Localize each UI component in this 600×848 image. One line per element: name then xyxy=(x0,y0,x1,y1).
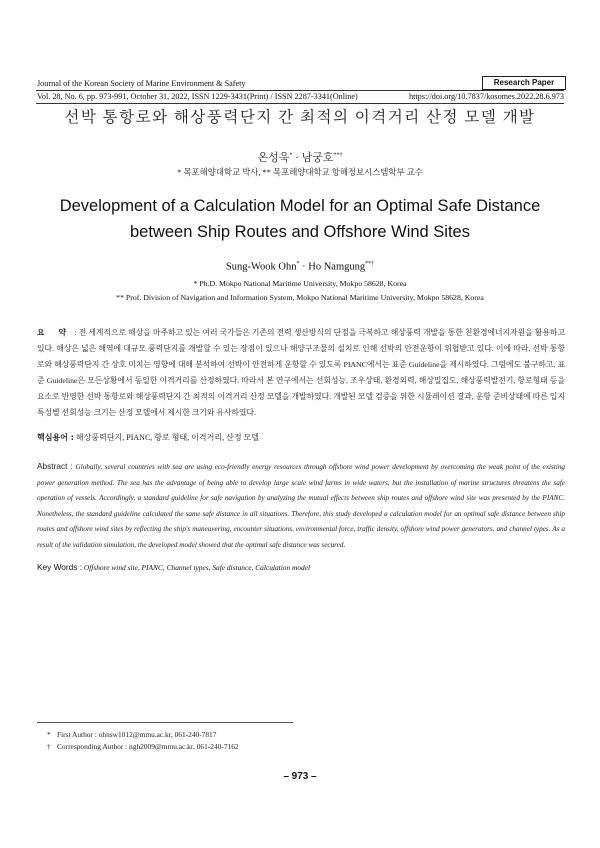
korean-keywords-text: 해상풍력단지, PIANC, 항로 형태, 이격거리, 산정 모델 xyxy=(75,433,260,442)
korean-author-2: 남궁호 xyxy=(301,152,334,164)
korean-author-2-mark: **† xyxy=(333,152,343,159)
english-author-separator: · xyxy=(299,261,309,273)
english-author-1: Sung-Wook Ohn xyxy=(225,261,297,273)
english-abstract-label: Abstract : xyxy=(37,461,73,471)
english-title-line-1: Development of a Calculation Model for an Optimal Safe Distance xyxy=(59,197,541,215)
article-type-badge: Research Paper xyxy=(482,76,566,90)
english-keywords-text: Offshore wind site, PIANC, Channel types, Safe distance, Calculation model xyxy=(83,563,311,572)
english-affiliation-2: ** Prof. Division of Navigation and Information System, Mokpo National Maritime University, Mokpo 58628, Korea xyxy=(116,293,484,302)
korean-keywords-label: 핵심용어 : xyxy=(37,433,74,442)
english-title-line-2: between Ship Routes and Offshore Wind Sites xyxy=(130,223,470,241)
footnote-first-mark: * xyxy=(47,730,51,739)
footnote-corr-text: Corresponding Author : ngh2009@mmu.ac.kr, 061-240-7162 xyxy=(57,742,239,751)
korean-abstract-text: 전 세계적으로 해상을 마주하고 있는 여러 국가들은 기존의 전력 생산방식의 단점을 극복하고 해상풍력 개발을 통한 친환경에너지자원을 활용하고 있다. 해상은 넓은 해역에 대규모 풍력단지를 개발할 수 있는 장점이 있으나 해양구조물의 설치로 인해 선박의 안전운항이 위협받고 있다. 이에 따라, 선박 통항로와 해상풍력단지 간 상호 미치는 영향에 대해 분석하여 선박이 안전하게 운항할 수 있도록 PIANC에서는 표준 Guideline을 제시하였다. 그럼에도 불구하고, 표준 Guideline은 모든상황에서 동일한 이격거리를 산정하였다. 따라서 본 연구에서는 선회성능, 조우상태, 환경외력, 해상밀집도, 해상풍력발전기, 항로형태 등을 요소로 반영한 선박 통항로와 해상풍력단지 간 최적의 이격거리 산정 모델을 개발하였다. 개발된 모델 검증을 위한 시뮬레이션 결과, 운항 준비상태에 따른 입지 특성별 선회성능 크기는 산정 모델에서 제시한 크기와 유사하였다. xyxy=(37,328,565,417)
footnote-first-author xyxy=(47,730,216,739)
english-author-2-mark: **† xyxy=(365,261,375,267)
korean-author-1-mark: * xyxy=(289,152,293,159)
korean-keywords xyxy=(37,432,565,443)
footnote-first-text: First Author : ohnsw1012@mmu.ac.kr, 061-240-7817 xyxy=(57,730,217,739)
korean-abstract: 요 약 : 전 세계적으로 해상을 마주하고 있는 여러 국가들은 기존의 전력 생산방식의 단점을 극복하고 해상풍력 개발을 통한 친환경에너지자원을 활용하고 있다. 해상은 넓은 해역에 대규모 풍력단지를 개발할 수 있는 장점이 있으나 해양구조물의 설치로 인해 선박의 안전운항이 위협받고 있다. 이에 따라, 선박 통항로와 해상풍력단지 간 상호 미치는 영향에 대해 분석하여 선박이 안전하게 운항할 수 있도록 PIANC에서는 표준 Guideline을 제시하였다. 그럼에도 불구하고, 표준 Guideline은 모든상황에서 동일한 이격거리를 산정하였다. 따라서 본 연구에서는 선회성능, 조우상태, 환경외력, 해상밀집도, 해상풍력발전기, 항로형태 등을 요소로 반영한 선박 통항로와 해상풍력단지 간 최적의 이격거리 산정 모델을 개발하였다. 개발된 모델 검증을 위한 시뮬레이션 결과, 운항 준비상태에 따른 입지 특성별 선회성능 크기는 산정 모델에서 제시한 크기와 유사하였다. xyxy=(37,328,565,417)
english-abstract-text: Globally, several countries with sea are using eco-friendly energy resources through offshore wind power development by overcoming the weak point of the existing power generation method. The sea has the advantage of being able to develop large scale wind farms in wide waters, but the installation of marine structures threatens the safe operation of vessels. Accordingly, a standard guideline for safe navigation by analyzing the mutual effects between ship routes and offshore wind site was presented by the PIANC. Nonetheless, the standard guideline calculated the same safe distance in all situations. Therefore, this study developed a calculation model for an optimal safe distance between ship routes and offshore wind sites by reflecting the ship's maneuvering, encounter situations, environmental force, traffic density, offshore wind power generators, and channel types. As a result of the validation simulation, the developed model showed that the optimal safe distance was secured. xyxy=(37,463,566,549)
english-title xyxy=(0,193,600,245)
english-author-1-mark: * xyxy=(296,261,300,267)
header-rule-top xyxy=(36,90,564,91)
korean-author-separator: · xyxy=(292,152,302,164)
header-rule-bottom xyxy=(36,103,564,104)
footnote-corr-mark: † xyxy=(47,742,51,751)
korean-affiliation: * 목포해양대학교 박사, ** 목포해양대학교 항해정보시스템학부 교수 xyxy=(177,168,423,177)
footnote-corresponding-author xyxy=(47,742,239,751)
english-keywords xyxy=(37,562,565,572)
english-affiliation-1: * Ph.D. Mokpo National Maritime University, Mokpo 58628, Korea xyxy=(193,279,407,288)
doi-link[interactable]: https://doi.org/10.7837/kosomes.2022.28.6.973 xyxy=(409,92,564,101)
english-abstract xyxy=(37,459,565,553)
korean-abstract-label: 요 약 xyxy=(37,328,73,337)
page-number: – 973 – xyxy=(283,771,317,782)
korean-title: 선박 통항로와 해상풍력단지 간 최적의 이격거리 산정 모델 개발 xyxy=(64,109,536,126)
korean-authors xyxy=(0,149,600,165)
english-authors xyxy=(0,261,600,273)
korean-author-1: 온성욱 xyxy=(257,152,290,164)
footnote-rule xyxy=(37,722,293,723)
english-keywords-label: Key Words : xyxy=(37,562,83,572)
journal-name: Journal of the Korean Society of Marine Environment & Safety xyxy=(37,79,246,88)
volume-info: Vol. 28, No. 6, pp. 973-991, October 31, 2022, ISSN 1229-3431(Print) / ISSN 2287-3341(Online) xyxy=(37,92,358,101)
english-author-2: Ho Namgung xyxy=(308,261,366,273)
